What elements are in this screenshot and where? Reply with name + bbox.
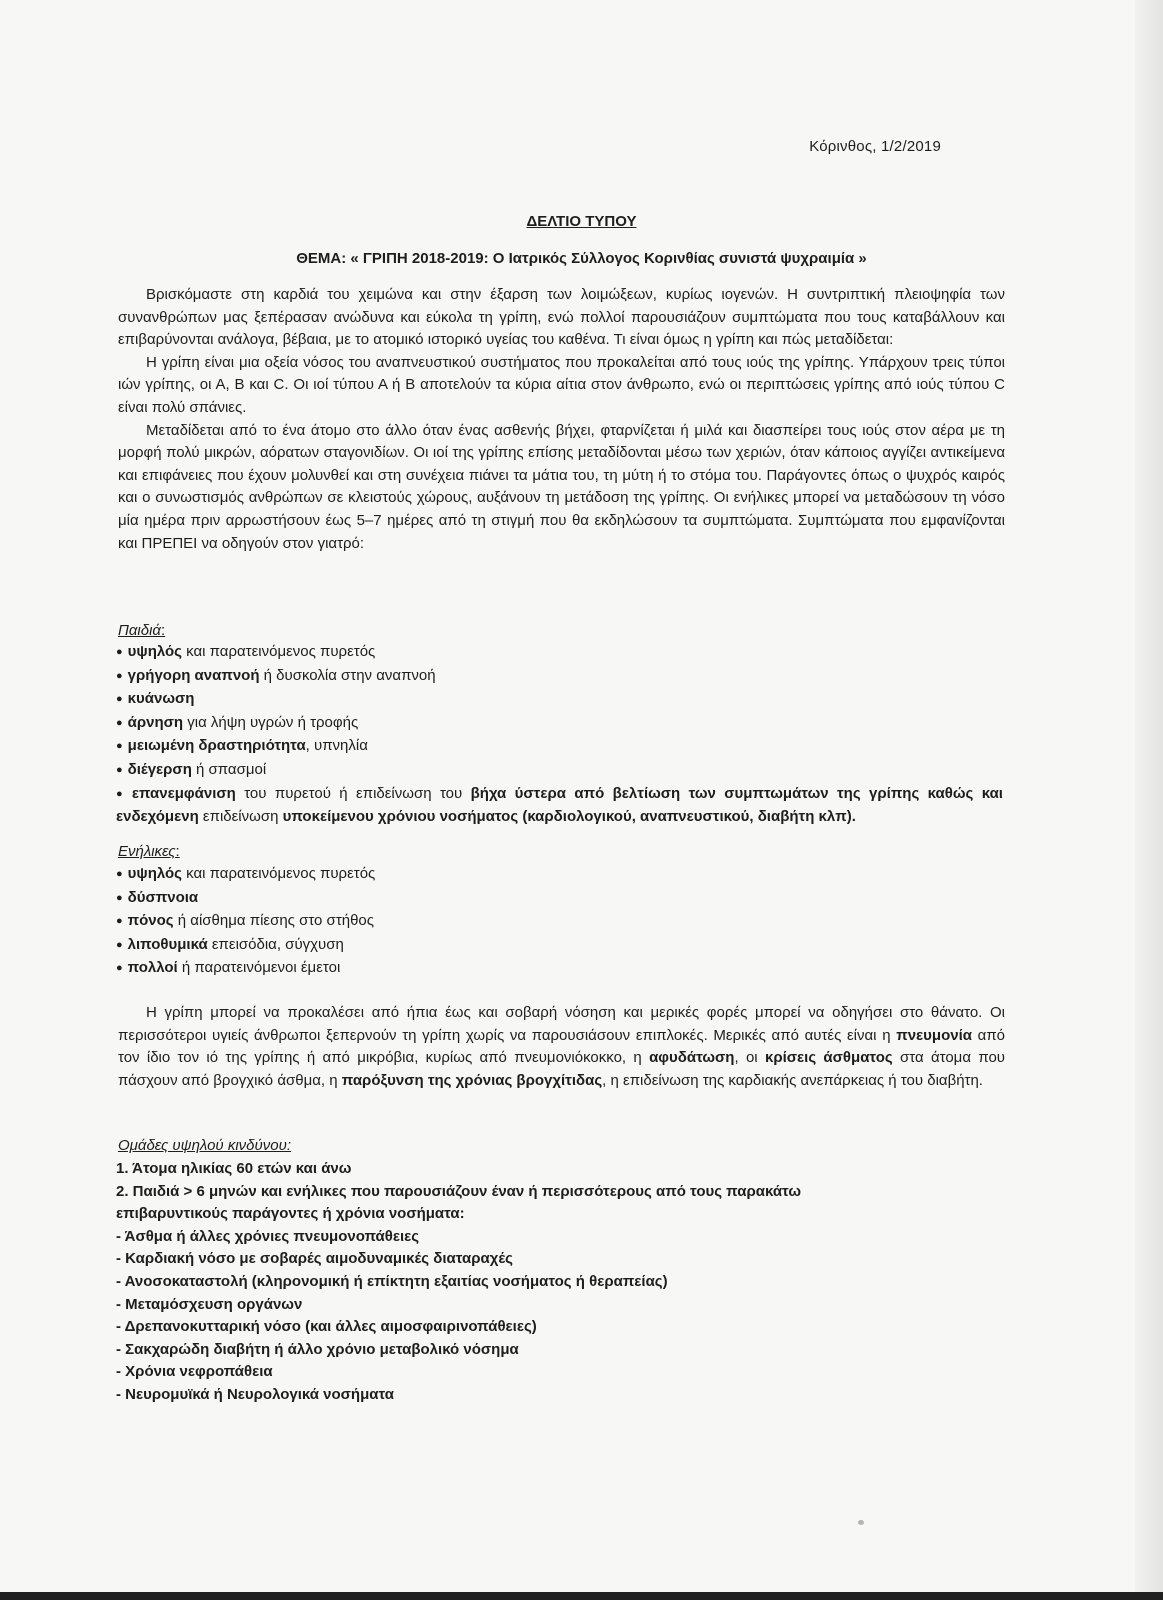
risk-group-item: 2. Παιδιά > 6 μηνών και ενήλικες που παρουσιάζουν έναν ή περισσότερους από τους παρακάτω επιβαρυντικούς παράγοντες ή χρόνια νοσήματα: bbox=[116, 1182, 802, 1223]
list-item: ● γρήγορη αναπνοή ή δυσκολία στην αναπνοή bbox=[116, 666, 436, 684]
risk-group-item: 1. Άτομα ηλικίας 60 ετών και άνω bbox=[116, 1160, 352, 1177]
risk-groups-heading: Ομάδες υψηλού κινδύνου: bbox=[118, 1137, 292, 1154]
intro-paragraph-3: Μεταδίδεται από το ένα άτομο στο άλλο όταν ένας ασθενής βήχει, φταρνίζεται ή μιλά και διασπείρει τους ιούς στον αέρα με τη μορφή πολύ μικρών, αόρατων σταγονιδίων. Οι ιοί της γρίπης επίσης μεταδίδονται μέσω των χεριών, όταν κάποιος αγγίζει αντικείμενα και επιφάνειες που έχουν μολυνθεί και στη συνέχεια πιάνει τα μάτια του, τη μύτη ή το στόμα του. Παράγοντες όπως ο ψυχρός καιρός και ο συνωστισμός ανθρώπων σε κλειστούς χώρους, αυξάνουν τη μετάδοση της γρίπης. Οι ενήλικες μπορεί να μεταδώσουν τη νόσο μία ημέρα πριν αρρωστήσουν έως 5–7 ημέρες από τη στιγμή που θα εκδηλώσουν τα συμπτώματα. Συμπτώματα που εμφανίζονται και ΠΡΕΠΕΙ να οδηγούν στον γιατρό: bbox=[118, 421, 1005, 552]
list-item: ● λιποθυμικά επεισόδια, σύγχυση bbox=[116, 935, 344, 953]
bullet-icon: ● bbox=[116, 646, 123, 658]
bullet-icon: ● bbox=[116, 693, 123, 706]
intro-paragraph-1: Βρισκόμαστε στη καρδιά του χειμώνα και στην έξαρση των λοιμώξεων, κυρίως ιογενών. Η συντριπτική πλειοψηφία των συνανθρώπων μας ξεπέρασαν ανώδυνα και εύκολα τη γρίπη, ενώ πολλοί παρουσιάζουν συμπτώματα που τους καταβάλλουν και επιβαρύνονται ανάλογα, βέβαια, με το ατομικό ιστορικό υγείας του καθένα. Τι είναι όμως η γρίπη και πώς μεταδίδεται: bbox=[118, 286, 1005, 349]
list-item: ● υψηλός και παρατεινόμενος πυρετός bbox=[116, 643, 376, 660]
bullet-icon: ● bbox=[116, 962, 123, 975]
adults-symptom-list bbox=[116, 863, 1016, 981]
children-symptom-list bbox=[116, 641, 1016, 829]
bullet-icon: ● bbox=[116, 868, 123, 880]
bullet-icon: ● bbox=[116, 915, 123, 928]
complications-section bbox=[118, 1002, 1005, 1092]
bullet-icon: ● bbox=[116, 740, 123, 753]
risk-groups-list bbox=[116, 1158, 996, 1407]
bullet-icon: ● bbox=[116, 669, 123, 682]
condition-item: - Χρόνια νεφροπάθεια bbox=[116, 1363, 273, 1381]
scan-edge-right bbox=[1135, 0, 1163, 1600]
list-item: ● πολλοί ή παρατεινόμενοι έμετοι bbox=[116, 959, 341, 977]
list-item: ● πόνος ή αίσθημα πίεσης στο στήθος bbox=[116, 912, 374, 930]
document-title: ΔΕΛΤΙΟ ΤΥΠΟΥ bbox=[526, 213, 637, 230]
condition-item: - Άσθμα ή άλλες χρόνιες πνευμονοπάθειες bbox=[116, 1227, 420, 1245]
condition-item: - Δρεπανοκυτταρική νόσο (και άλλες αιμοσφαιρινοπάθειες) bbox=[116, 1318, 537, 1336]
condition-item: - Νευρομυϊκά ή Νευρολογικά νοσήματα bbox=[116, 1385, 394, 1403]
condition-item: - Καρδιακή νόσο με σοβαρές αιμοδυναμικές διαταραχές bbox=[116, 1250, 513, 1268]
scan-speck bbox=[858, 1520, 864, 1525]
bullet-icon: ● bbox=[116, 938, 123, 951]
list-item: ● διέγερση ή σπασμοί bbox=[116, 760, 267, 778]
complications-paragraph: Η γρίπη μπορεί να προκαλέσει από ήπια έως και σοβαρή νόσηση και μερικές φορές μπορεί να οδηγήσει στο θάνατο. Οι περισσότεροι υγιείς άνθρωποι ξεπερνούν τη γρίπη χωρίς να παρουσιάσουν επιπλοκές. Μερικές από αυτές είναι η πνευμονία από τον ίδιο τον ιό της γρίπης ή από μικρόβια, κυρίως από πνευμονιόκοκκο, η αφυδάτωση, οι κρίσεις άσθματος στα άτομα που πάσχουν από βρογχικό άσθμα, η παρόξυνση της χρόνιας βρογχίτιδας, η επιδείνωση της καρδιακής ανεπάρκειας ή του διαβήτη. bbox=[118, 1004, 1006, 1089]
list-item: ● επανεμφάνιση του πυρετού ή επιδείνωση του βήχα ύστερα από βελτίωση των συμπτωμάτων της γρίπης καθώς και ενδεχόμενη επιδείνωση υποκείμενου χρόνιου νοσήματος (καρδιολογικού, αναπνευστικού, διαβήτη κλπ). bbox=[116, 784, 1003, 826]
adults-heading: Ενήλικες: bbox=[118, 843, 180, 860]
bullet-icon: ● bbox=[116, 891, 123, 904]
bullet-icon: ● bbox=[116, 787, 127, 800]
bullet-icon: ● bbox=[116, 763, 123, 776]
list-item: ● δύσπνοια bbox=[116, 888, 199, 906]
condition-item: - Μεταμόσχευση οργάνων bbox=[116, 1295, 303, 1313]
intro-paragraph-2: Η γρίπη είναι μια οξεία νόσος του αναπνευστικού συστήματος που προκαλείται από τους ιούς της γρίπης. Υπάρχουν τρεις τύποι ιών γρίπης, οι Α, Β και C. Οι ιοί τύπου Α ή Β αποτελούν τα κύρια αίτια στον άνθρωπο, ενώ οι περιπτώσεις γρίπης από ιούς τύπου C είναι πολύ σπάνιες. bbox=[118, 353, 1005, 416]
list-item: ● υψηλός και παρατεινόμενος πυρετός bbox=[116, 865, 376, 882]
children-heading: Παιδιά: bbox=[118, 622, 166, 639]
list-item: ● άρνηση για λήψη υγρών ή τροφής bbox=[116, 713, 359, 731]
document-date: Κόρινθος, 1/2/2019 bbox=[809, 138, 941, 155]
list-item: ● μειωμένη δραστηριότητα, υπνηλία bbox=[116, 737, 368, 755]
condition-item: - Ανοσοκαταστολή (κληρονομική ή επίκτητη εξαιτίας νοσήματος ή θεραπείας) bbox=[116, 1272, 668, 1290]
scan-edge-bottom bbox=[0, 1592, 1163, 1600]
condition-item: - Σακχαρώδη διαβήτη ή άλλο χρόνιο μεταβολικό νόσημα bbox=[116, 1340, 519, 1358]
list-item: ● κυάνωση bbox=[116, 690, 195, 708]
document-subject: ΘΕΜΑ: « ΓΡΙΠΗ 2018-2019: Ο Ιατρικός Σύλλογος Κορινθίας συνιστά ψυχραιμία » bbox=[296, 250, 867, 267]
intro-section bbox=[118, 284, 1005, 555]
bullet-icon: ● bbox=[116, 716, 123, 729]
